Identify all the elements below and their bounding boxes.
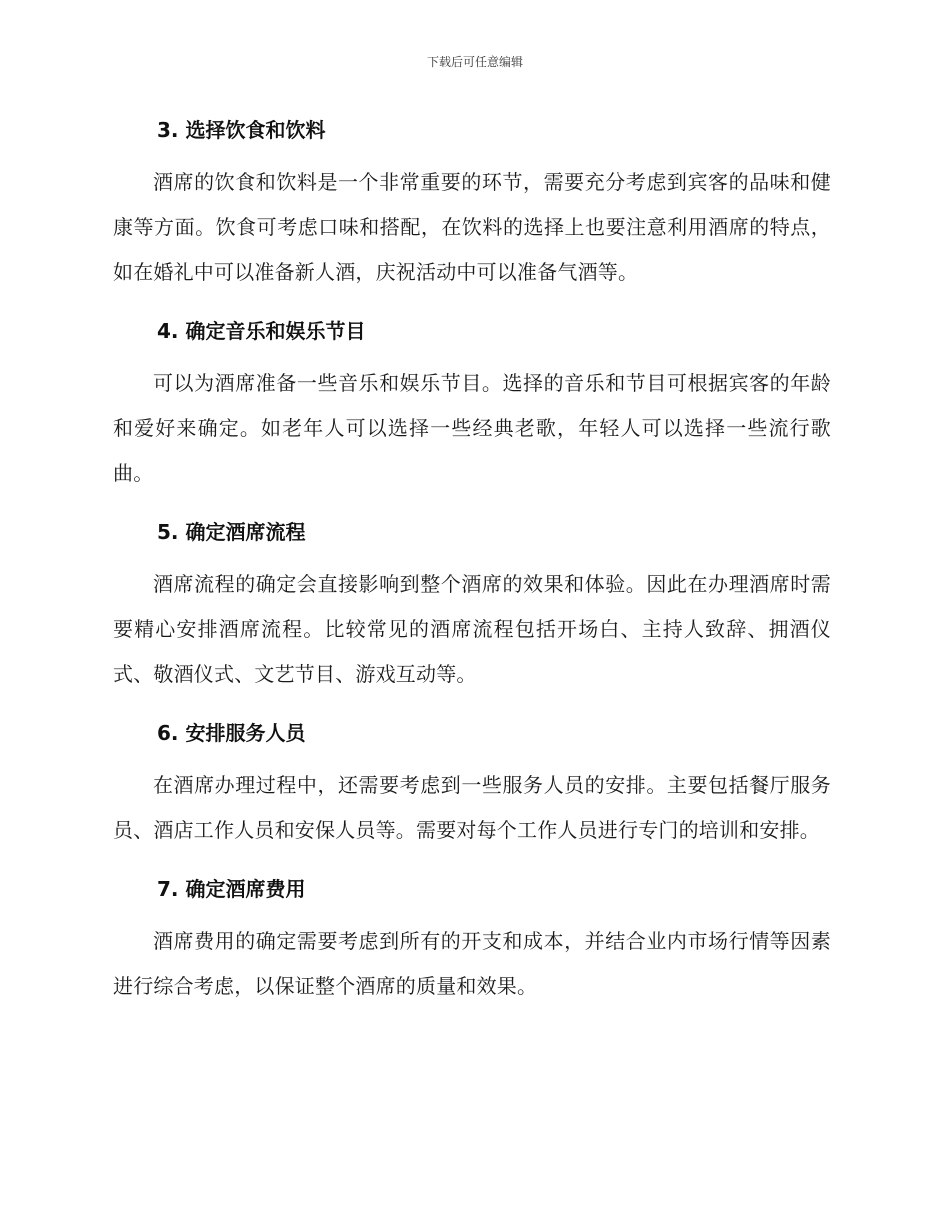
section-banquet-procedure xyxy=(113,514,831,697)
section-heading: 7. 确定酒席费用 xyxy=(157,877,306,901)
section-paragraph: 酒席费用的确定需要考虑到所有的开支和成本，并结合业内市场行情等因素进行综合考虑，以保证整个酒席的质量和效果。 xyxy=(113,929,831,998)
section-paragraph: 酒席的饮食和饮料是一个非常重要的环节，需要充分考虑到宾客的品味和健康等方面。饮食可考虑口味和搭配，在饮料的选择上也要注意利用酒席的特点，如在婚礼中可以准备新人酒，庆祝活动中可以准备气酒等。 xyxy=(113,170,831,284)
page-header-note: 下载后可任意编辑 xyxy=(426,55,523,69)
document-body xyxy=(113,112,831,1027)
section-paragraph: 酒席流程的确定会直接影响到整个酒席的效果和体验。因此在办理酒席时需要精心安排酒席流程。比较常见的酒席流程包括开场白、主持人致辞、拥酒仪式、敬酒仪式、文艺节目、游戏互动等。 xyxy=(113,572,831,686)
section-paragraph: 在酒席办理过程中，还需要考虑到一些服务人员的安排。主要包括餐厅服务员、酒店工作人员和安保人员等。需要对每个工作人员进行专门的培训和安排。 xyxy=(113,773,831,842)
section-banquet-cost xyxy=(113,871,831,1009)
section-heading: 3. 选择饮食和饮料 xyxy=(157,118,326,142)
section-food-and-drinks xyxy=(113,112,831,295)
section-heading: 5. 确定酒席流程 xyxy=(157,520,306,544)
section-service-staff xyxy=(113,715,831,853)
section-heading: 6. 安排服务人员 xyxy=(157,721,306,745)
section-heading: 4. 确定音乐和娱乐节目 xyxy=(157,319,366,343)
section-paragraph: 可以为酒席准备一些音乐和娱乐节目。选择的音乐和节目可根据宾客的年龄和爱好来确定。如老年人可以选择一些经典老歌，年轻人可以选择一些流行歌曲。 xyxy=(113,371,831,485)
section-music-and-entertainment xyxy=(113,313,831,496)
